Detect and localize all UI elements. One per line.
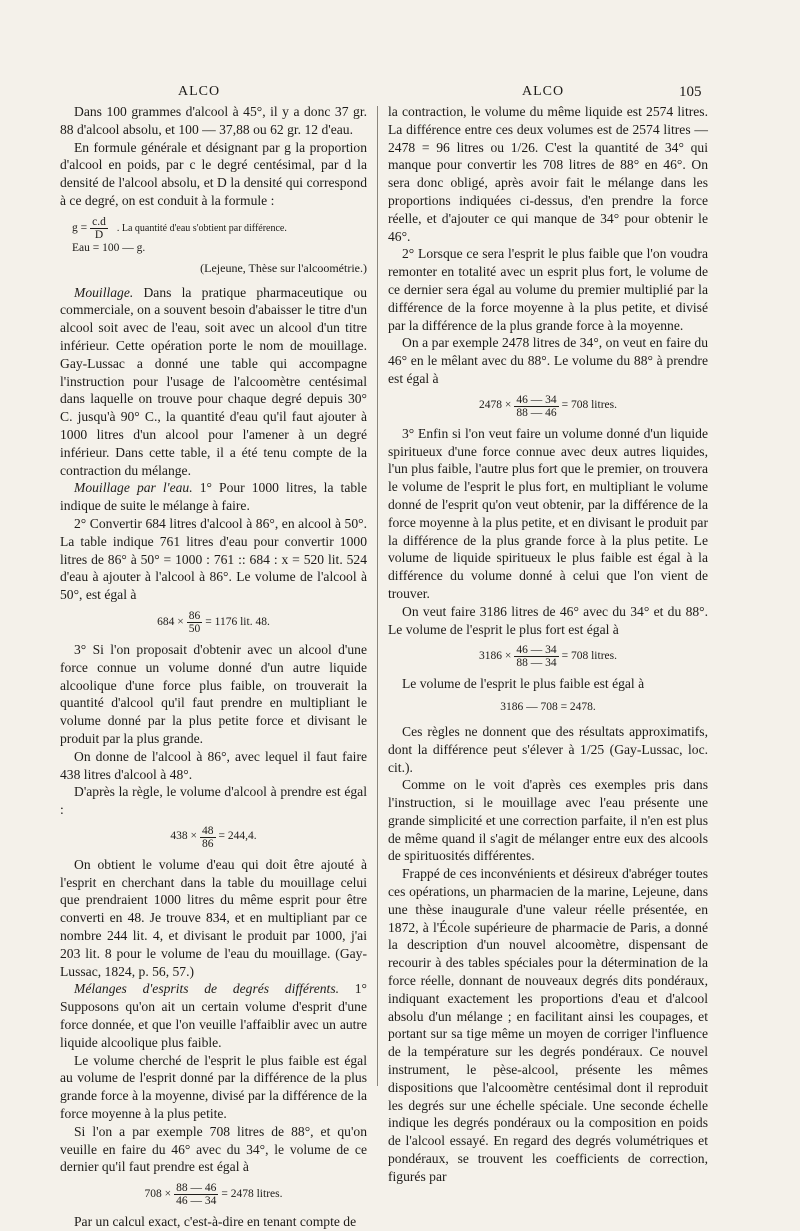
fraction	[200, 825, 216, 850]
formula-text: 684 ×	[157, 615, 184, 628]
formula-text: = 244,4.	[218, 830, 257, 843]
paragraph: Si l'on a par exemple 708 litres de 88°, et qu'on veuille en faire du 46° avec du 34°, le volume de ce dernier qu'il faut prendre est égal à	[60, 1123, 367, 1175]
paragraph: Comme on le voit d'après ces exemples pris dans l'instruction, si le mouillage avec l'eau présente une grande simplicité et une correction parfaite, il n'en est plus de même quand il s'agit de mélanger entre eux des alcools de spirituosités différentes.	[388, 777, 708, 864]
paragraph: 3° Enfin si l'on veut faire un volume donné d'un liquide spiritueux d'une force connue avec deux autres liquides, l'un plus faible, l'autre plus fort que le premier, on trouvera le volume de l'esprit le plus fort, en multipliant le volume donné de l'esprit qu'on veut obtenir, par la différence de la force moyenne à la plus petite, et en divisant le produit par la différence de la plus grande force à la plus petite. Le volume de liquide spiritueux le plus faible est égal à la différence du volume donné à celui que l'on vient de trouver.	[388, 425, 708, 601]
formula-text: 3186 ×	[479, 649, 512, 662]
fraction-numerator: 86	[188, 609, 201, 622]
paragraph: 2° Convertir 684 litres d'alcool à 86°, en alcool à 50°. La table indique 761 litres d'eau pour convertir 1000 litres de 86° à 50° = 1000 : 761 :: 684 : x = 520 lit. 524 d'eau à ajouter à l'alcool à 86°. Le volume de l'alcool à 50°, est égal à	[60, 515, 367, 603]
paragraph: Dans 100 grammes d'alcool à 45°, il y a donc 37 gr. 88 d'alcool absolu, et 100 — 37,88 ou 62 gr. 12 d'eau.	[60, 104, 367, 137]
formula-text: = 708 litres.	[561, 399, 617, 412]
fraction-numerator: c.d	[92, 215, 106, 228]
header-left-title: ALCO	[178, 84, 221, 99]
page-number: 105	[679, 84, 702, 100]
citation: (Lejeune, Thèse sur l'alcoométrie.)	[200, 260, 367, 275]
fraction-denominator: 50	[188, 622, 201, 635]
paragraph: Le volume de l'esprit le plus faible est égal à	[402, 676, 645, 692]
fraction-denominator: 46 — 34	[176, 1195, 217, 1208]
formula-note: . La quantité d'eau s'obtient par différence.	[116, 222, 287, 234]
paragraph: Le volume cherché de l'esprit le plus faible est égal au volume de l'esprit donné par la différence de la plus grande force à la moyenne, divisé par la différence de la force moyenne à la plus petite.	[60, 1052, 367, 1122]
formula-text: 2478 ×	[479, 399, 512, 412]
fraction-numerator: 46 — 34	[516, 393, 557, 406]
fraction	[174, 1182, 218, 1207]
formula-text: 438 ×	[170, 830, 197, 843]
formula-text: 708 ×	[144, 1187, 172, 1200]
formula	[60, 825, 367, 850]
formula-text: = 708 litres.	[561, 649, 617, 662]
paragraph: Dans la pratique pharmaceutique ou commerciale, on a souvent besoin d'abaisser le titre d'un alcool soit avec de l'eau, soit avec un alcool d'un titre inférieur. Cette opération porte le nom de mouillage. Gay-Lussac a donné une table qui accompagne l'instruction pour l'usage de l'alcoomètre centésimal dans laquelle on trouve pour chaque degré depuis 30° C. jusqu'à 90° C., la quantité d'eau qu'il faut ajouter à 1000 litres d'un alcool pour l'amener à un degré inférieur. Dans cette table, il a été tenu compte de la contraction du mélange.	[60, 284, 367, 478]
fraction-denominator: 88 — 34	[516, 657, 557, 670]
paragraph: 1° Supposons qu'on ait un certain volume d'esprit d'une force donnée, et que l'on veuille l'affaiblir avec un autre liquide alcoolique plus faible.	[60, 981, 367, 1050]
formula-text: g =	[72, 221, 88, 234]
fraction-numerator: 48	[202, 824, 214, 837]
fraction	[514, 394, 558, 419]
paragraph: 1° Pour 1000 litres, la table indique de suite le mélange à faire.	[60, 480, 367, 514]
header-center-title: ALCO	[522, 84, 565, 99]
paragraph: On a par exemple 2478 litres de 34°, on veut en faire du 46° en le mêlant avec du 88°. Le volume du 88° à prendre est égal à	[388, 335, 708, 386]
formula-text: = 2478 litres.	[221, 1187, 283, 1200]
left-column	[60, 103, 367, 1231]
page-header	[0, 84, 800, 104]
paragraph: En formule générale et désignant par g la proportion d'alcool en poids, par c le degré centésimal, par d la densité de l'alcool absolu, et D la densité qui correspond à ce degré, on est conduit à la formule :	[60, 139, 367, 208]
paragraph: la contraction, le volume du même liquide est 2574 litres. La différence entre ces deux volumes est de 2574 litres — 2478 = 96 litres ou 1/26. C'est la quantité de 34° qui manque pour convertir les 708 litres de 88° en 46°. On sera donc obligé, après avoir fait le mélange dans les proportions indiquées ci-dessus, d'en prendre la force réelle, et d'ajouter ce qui manque de 34° pour obtenir le 46°.	[388, 104, 708, 244]
formula-eau: Eau = 100 — g.	[72, 241, 146, 254]
right-column	[388, 103, 708, 1186]
formula	[388, 644, 708, 669]
fraction-numerator: 88 — 46	[176, 1182, 217, 1195]
formula-g	[72, 216, 367, 256]
formula-text: 3186 — 708 = 2478.	[500, 701, 596, 714]
fraction-denominator: 88 — 46	[516, 406, 557, 419]
formula	[60, 1182, 367, 1207]
paragraph: Par un calcul exact, c'est-à-dire en tenant compte de	[74, 1214, 357, 1230]
formula	[388, 394, 708, 419]
paragraph: D'après la règle, le volume d'alcool à prendre est égal :	[60, 784, 367, 818]
fraction	[187, 610, 203, 635]
formula	[60, 610, 367, 635]
paragraph: On obtient le volume d'eau qui doit être ajouté à l'esprit en cherchant dans la table du mouillage celui que prendraient 1000 litres du même esprit pour être converti en 48. Je trouve 834, et en multipliant par ce nombre 244 lit. 4, et divisant le produit par 1000, j'ai 203 lit. 8 pour le volume de l'eau du mouillage. (Gay-Lussac, 1824, p. 56, 57.)	[60, 856, 367, 979]
formula	[388, 699, 708, 717]
section-lead: Mouillage.	[74, 284, 134, 300]
paragraph: Frappé de ces inconvénients et désireux d'abréger toutes ces opérations, un pharmacien de la marine, Lejeune, dans une thèse inaugurale d'une valeur réelle présentée, en 1872, à l'École supérieure de pharmacie de Paris, a donné la description d'un nouvel alcoomètre, dispensant de recourir à des tables spéciales pour la détermination de la force réelle, donnant de nouveaux degrés dits pondéraux, indiquant exactement les proportions d'eau et d'alcool absolu d'un mélange ; en facilitant ainsi les coupages, et portant sur sa tige même un moyen de corriger l'influence de la température sur les degrés pondéraux. Ce nouvel instrument, le pèse-alcool, présente les mêmes dispositions que l'alcoomètre centésimal dont il reproduit les degrés sur une échelle spéciale. Une seconde échelle indique les degrés pondéraux ou la composition en poids de l'alcool essayé. En regard des degrés volumétriques et pondéraux, se trouvent les coefficients de correction, figurés par	[388, 866, 708, 1184]
fraction-denominator: 86	[202, 837, 214, 850]
fraction-numerator: 46 — 34	[516, 644, 557, 657]
paragraph: On donne de l'alcool à 86°, avec lequel il faut faire 438 litres d'alcool à 48°.	[60, 748, 367, 782]
column-divider	[377, 106, 378, 1086]
paragraph: Ces règles ne donnent que des résultats approximatifs, dont la différence peut s'élever à 1/25 (Gay-Lussac, loc. cit.).	[388, 723, 708, 775]
fraction	[514, 644, 558, 669]
fraction	[90, 216, 108, 241]
formula-text: = 1176 lit. 48.	[205, 615, 270, 628]
paragraph: 3° Si l'on proposait d'obtenir avec un alcool d'une force connue un volume donné d'un autre liquide alcoolique d'une force plus faible, on trouverait la quantité d'alcool qu'il faut prendre en multipliant le volume donné par la plus petite force et divisant le produit par la plus grande.	[60, 641, 367, 746]
section-lead: Mouillage par l'eau.	[74, 480, 193, 496]
fraction-denominator: D	[94, 228, 104, 241]
section-lead: Mélanges d'esprits de degrés différents.	[74, 981, 340, 997]
paragraph: On veut faire 3186 litres de 46° avec du 34° et du 88°. Le volume de l'esprit le plus fort est égal à	[388, 603, 708, 637]
paragraph: 2° Lorsque ce sera l'esprit le plus faible que l'on voudra remonter en totalité avec un esprit plus fort, le volume de ce dernier sera égal au volume du premier multiplié par la différence de la force moyenne à la plus petite, et divisé par la différence de la plus grande force à la moyenne.	[388, 246, 708, 333]
